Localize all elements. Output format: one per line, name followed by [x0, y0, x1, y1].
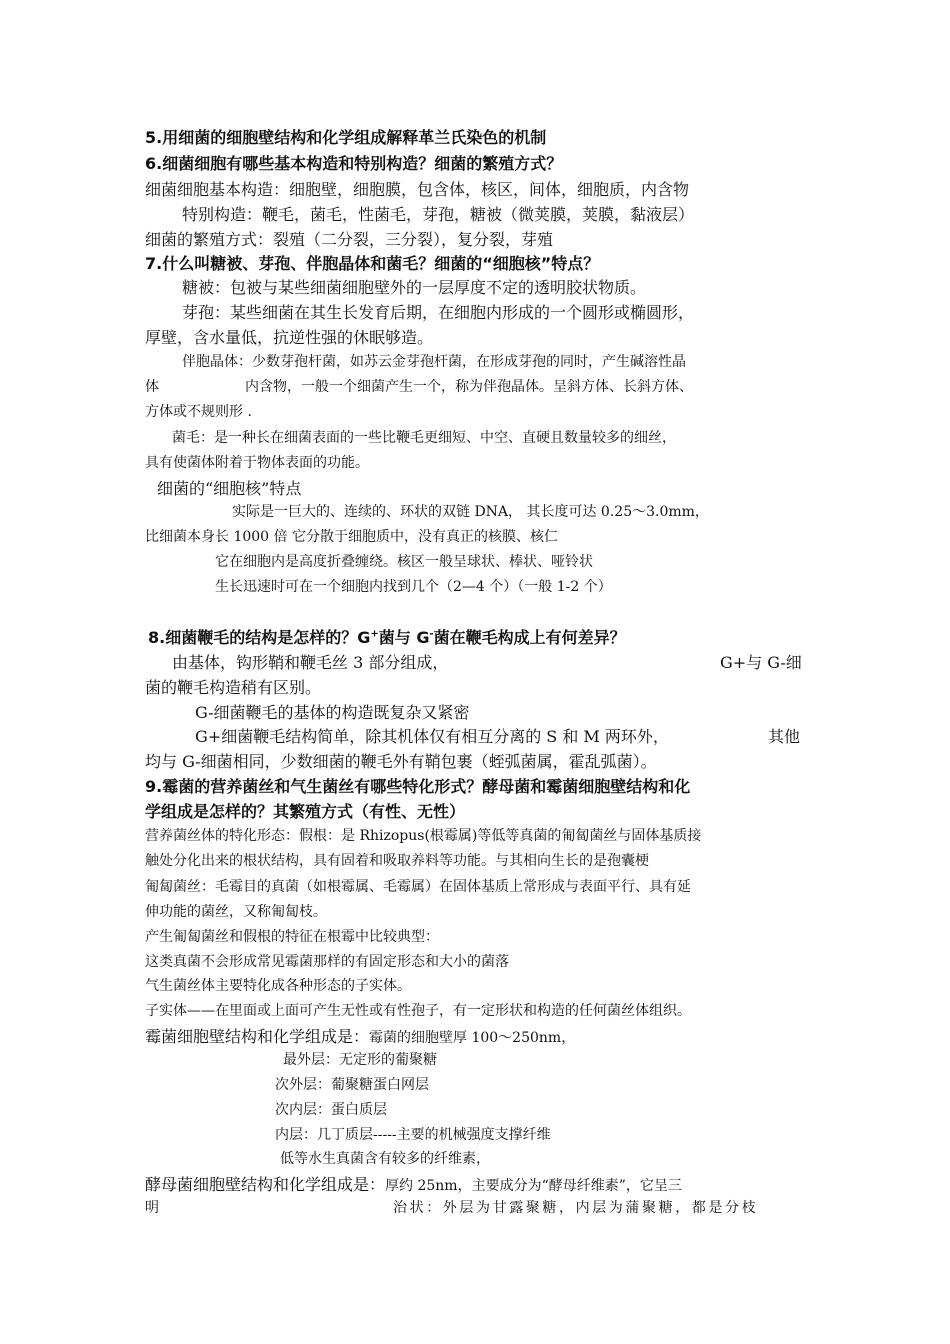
q9-yeast-wall-2b: 治状：外层为甘露聚糖，内层为蒲聚糖，都是分枝 — [393, 1200, 759, 1216]
q9-layer-sub-inner: 次内层：蛋白质层 — [275, 1102, 387, 1118]
q8-heading-part-1: 8.细菌鞭毛的结构是怎样的？G — [148, 628, 371, 647]
q9-typical: 产生匍匐菌丝和假根的特征在根霉中比较典型： — [145, 929, 439, 945]
q9-stolon-1: 匍匐菌丝：毛霉目的真菌（如根霉属、毛霉属）在固体基质上常形成与表面平行、具有延 — [145, 879, 691, 895]
q7-spore-2: 厚壁，含水量低，抗逆性强的休眠够造。 — [145, 328, 434, 347]
q8-gram-negative: G-细菌鞭毛的基体的构造既复杂又紧密 — [195, 703, 470, 722]
q8-composition-c: 菌的鞭毛构造稍有区别。 — [145, 678, 322, 697]
q5-heading: 5.用细菌的细胞壁结构和化学组成解释革兰氏染色的机制 — [145, 128, 547, 147]
q8-composition-b: G+与 G-细 — [720, 653, 802, 672]
q8-gram-positive-c: 均与 G-细菌相同，少数细菌的鞭毛外有鞘包裹（蛭弧菌属，霍乱弧菌）。 — [145, 752, 657, 771]
q9-colony: 这类真菌不会形成常见霉菌那样的有固定形态和大小的菌落 — [145, 954, 509, 970]
q8-heading — [148, 625, 626, 648]
q6-heading: 6.细菌细胞有哪些基本构造和特别构造？细菌的繁殖方式？ — [145, 154, 563, 173]
q8-gram-positive-a: G+细菌鞭毛结构简单，除其机体仅有相互分离的 S 和 M 两环外， — [195, 727, 669, 746]
q7-heading: 7.什么叫糖被、芽孢、伴胞晶体和菌毛？细菌的“细胞核”特点？ — [145, 254, 600, 273]
q7-nucleoid-3: 它在细胞内是高度折叠缠绕。核区一般呈球状、棒状、哑铃状 — [215, 554, 593, 570]
q9-layer-sub-outer: 次外层：葡聚糖蛋白网层 — [275, 1077, 429, 1093]
q6-basic-structure: 细菌细胞基本构造：细胞壁，细胞膜，包含体，核区，间体，细胞质，内含物 — [145, 180, 690, 199]
q7-crystal-1: 伴胞晶体：少数芽孢杆菌，如苏云金芽孢杆菌，在形成芽孢的同时，产生碱溶性晶 — [182, 354, 686, 370]
q7-crystal-2a: 体 — [145, 379, 159, 395]
q9-cellulose: 低等水生真菌含有较多的纤维素， — [280, 1151, 490, 1167]
q9-yeast-wall-label: 酵母菌细胞壁结构和化学组成是： — [145, 1175, 386, 1194]
q7-nucleoid-4: 生长迅速时可在一个细胞内找到几个（2—4 个）（一般 1-2 个） — [215, 579, 612, 595]
q7-nucleoid-2: 比细菌本身长 1000 倍 它分散于细胞质中，没有真正的核膜、核仁 — [145, 529, 558, 545]
q8-heading-part-3: 菌在鞭毛构成上有何差异？ — [433, 628, 626, 647]
q7-glycocalyx: 糖被：包被与某些细菌细胞壁外的一层厚度不定的透明胶状物质。 — [182, 278, 647, 297]
q8-gram-positive-sup: + — [370, 628, 379, 640]
q7-nucleoid-heading: 细菌的“细胞核”特点 — [157, 479, 302, 498]
q9-rhizoid-2: 触处分化出来的根状结构，具有固着和吸取养料等功能。与其相向生长的是孢囊梗 — [145, 853, 649, 869]
q9-heading-1: 9.霉菌的营养菌丝和气生菌丝有哪些特化形式？酵母菌和霉菌细胞壁结构和化 — [145, 777, 691, 796]
q9-mold-wall — [145, 1024, 575, 1047]
q9-yeast-wall-2a: 明 — [145, 1200, 159, 1216]
q9-aerial: 气生菌丝体主要特化成各种形态的子实体。 — [145, 978, 411, 994]
q9-yeast-wall-desc: 厚约 25nm，主要成分为“酵母纤维素”，它呈三 — [385, 1178, 682, 1194]
q7-crystal-3: 方体或不规则形 . — [145, 404, 252, 420]
q8-gram-positive-b: 其他 — [768, 727, 801, 746]
q7-spore-1: 芽孢：某些细菌在其生长发育后期，在细胞内形成的一个圆形或椭圆形， — [182, 303, 695, 322]
q6-special-structure: 特别构造：鞭毛，菌毛，性菌毛，芽孢，糖被（微荚膜，荚膜，黏液层） — [182, 205, 695, 224]
q8-heading-part-2: 菌与 G — [378, 628, 430, 647]
q9-layer-inner: 内层：几丁质层-----主要的机械强度支撑纤维 — [275, 1127, 551, 1143]
q7-crystal-2b: 内含物，一般一个细菌产生一个，称为伴孢晶体。呈斜方体、长斜方体、 — [245, 379, 693, 395]
q9-yeast-wall — [145, 1172, 682, 1195]
q9-stolon-2: 伸功能的菌丝，又称匍匐枝。 — [145, 904, 327, 920]
q6-reproduction: 细菌的繁殖方式：裂殖（二分裂，三分裂），复分裂，芽殖 — [145, 230, 554, 249]
q9-heading-2: 学组成是怎样的？其繁殖方式（有性、无性） — [145, 802, 466, 821]
q7-pili-1: 菌毛：是一种长在细菌表面的一些比鞭毛更细短、中空、直硬且数量较多的细丝， — [172, 430, 676, 446]
q9-fruiting-body: 子实体——在里面或上面可产生无性或有性孢子，有一定形状和构造的任何菌丝体组织。 — [145, 1003, 691, 1019]
q9-layer-outer: 最外层：无定形的葡聚糖 — [283, 1052, 437, 1068]
q9-rhizoid-1: 营养菌丝体的特化形态：假根：是 Rhizopus(根霉属)等低等真菌的匍匐菌丝与固体基质接 — [145, 828, 702, 844]
q9-mold-wall-label: 霉菌细胞壁结构和化学组成是： — [145, 1027, 370, 1046]
q8-composition-a: 由基体，钩形鞘和鞭毛丝 3 部分组成， — [172, 653, 449, 672]
q7-nucleoid-1: 实际是一巨大的、连续的、环状的双链 DNA， 其长度可达 0.25～3.0mm， — [232, 504, 709, 520]
q9-mold-wall-thickness: 霉菌的细胞壁厚 100～250nm， — [369, 1030, 576, 1046]
q8-gram-negative-sup: - — [429, 628, 434, 640]
q7-pili-2: 具有使菌体附着于物体表面的功能。 — [145, 455, 369, 471]
